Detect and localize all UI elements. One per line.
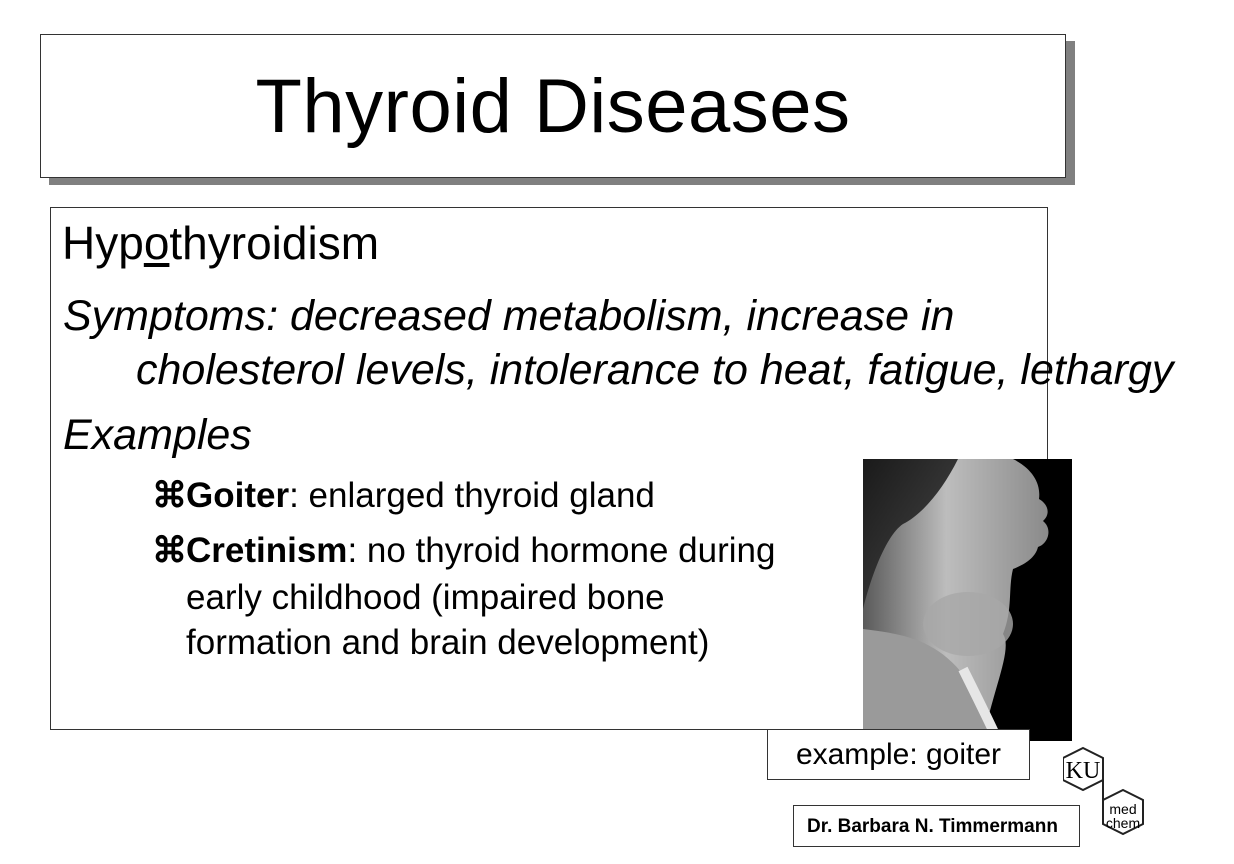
logo-chem-text: chem xyxy=(1105,815,1141,831)
goiter-photo xyxy=(863,459,1072,741)
examples-label: Examples xyxy=(63,411,252,459)
command-bullet-icon: ⌘ xyxy=(152,531,187,570)
bullet-text: : no thyroid hormone during xyxy=(347,531,776,570)
slide-title: Thyroid Diseases xyxy=(255,64,851,149)
symptoms-line-1: Symptoms: decreased metabolism, increase in xyxy=(63,292,955,340)
title-box xyxy=(40,34,1066,178)
heading-part-2: thyroidism xyxy=(169,217,380,269)
bullet-term: Goiter xyxy=(186,476,290,515)
logo-ku-text: KU xyxy=(1065,758,1101,784)
bullet-continuation: early childhood (impaired bone xyxy=(186,578,665,617)
logo-med-text: med xyxy=(1109,801,1137,817)
photo-caption: example: goiter xyxy=(795,738,1002,771)
bullet-text: : enlarged thyroid gland xyxy=(289,476,655,515)
author-name: Dr. Barbara N. Timmermann xyxy=(807,816,1058,837)
bullet-goiter xyxy=(152,476,655,516)
photo-caption-box xyxy=(767,729,1030,780)
ku-medchem-logo xyxy=(1063,746,1145,838)
heading-underlined-letter: o xyxy=(143,217,170,269)
bullet-term: Cretinism xyxy=(186,531,348,570)
section-heading xyxy=(62,216,379,270)
author-box xyxy=(793,805,1080,847)
symptoms-line-2: cholesterol levels, intolerance to heat, fatigue, lethargy xyxy=(136,346,1174,394)
bullet-cretinism xyxy=(152,531,775,571)
command-bullet-icon: ⌘ xyxy=(152,476,187,515)
heading-part-1: Hyp xyxy=(62,217,144,269)
bullet-continuation: formation and brain development) xyxy=(186,623,710,662)
